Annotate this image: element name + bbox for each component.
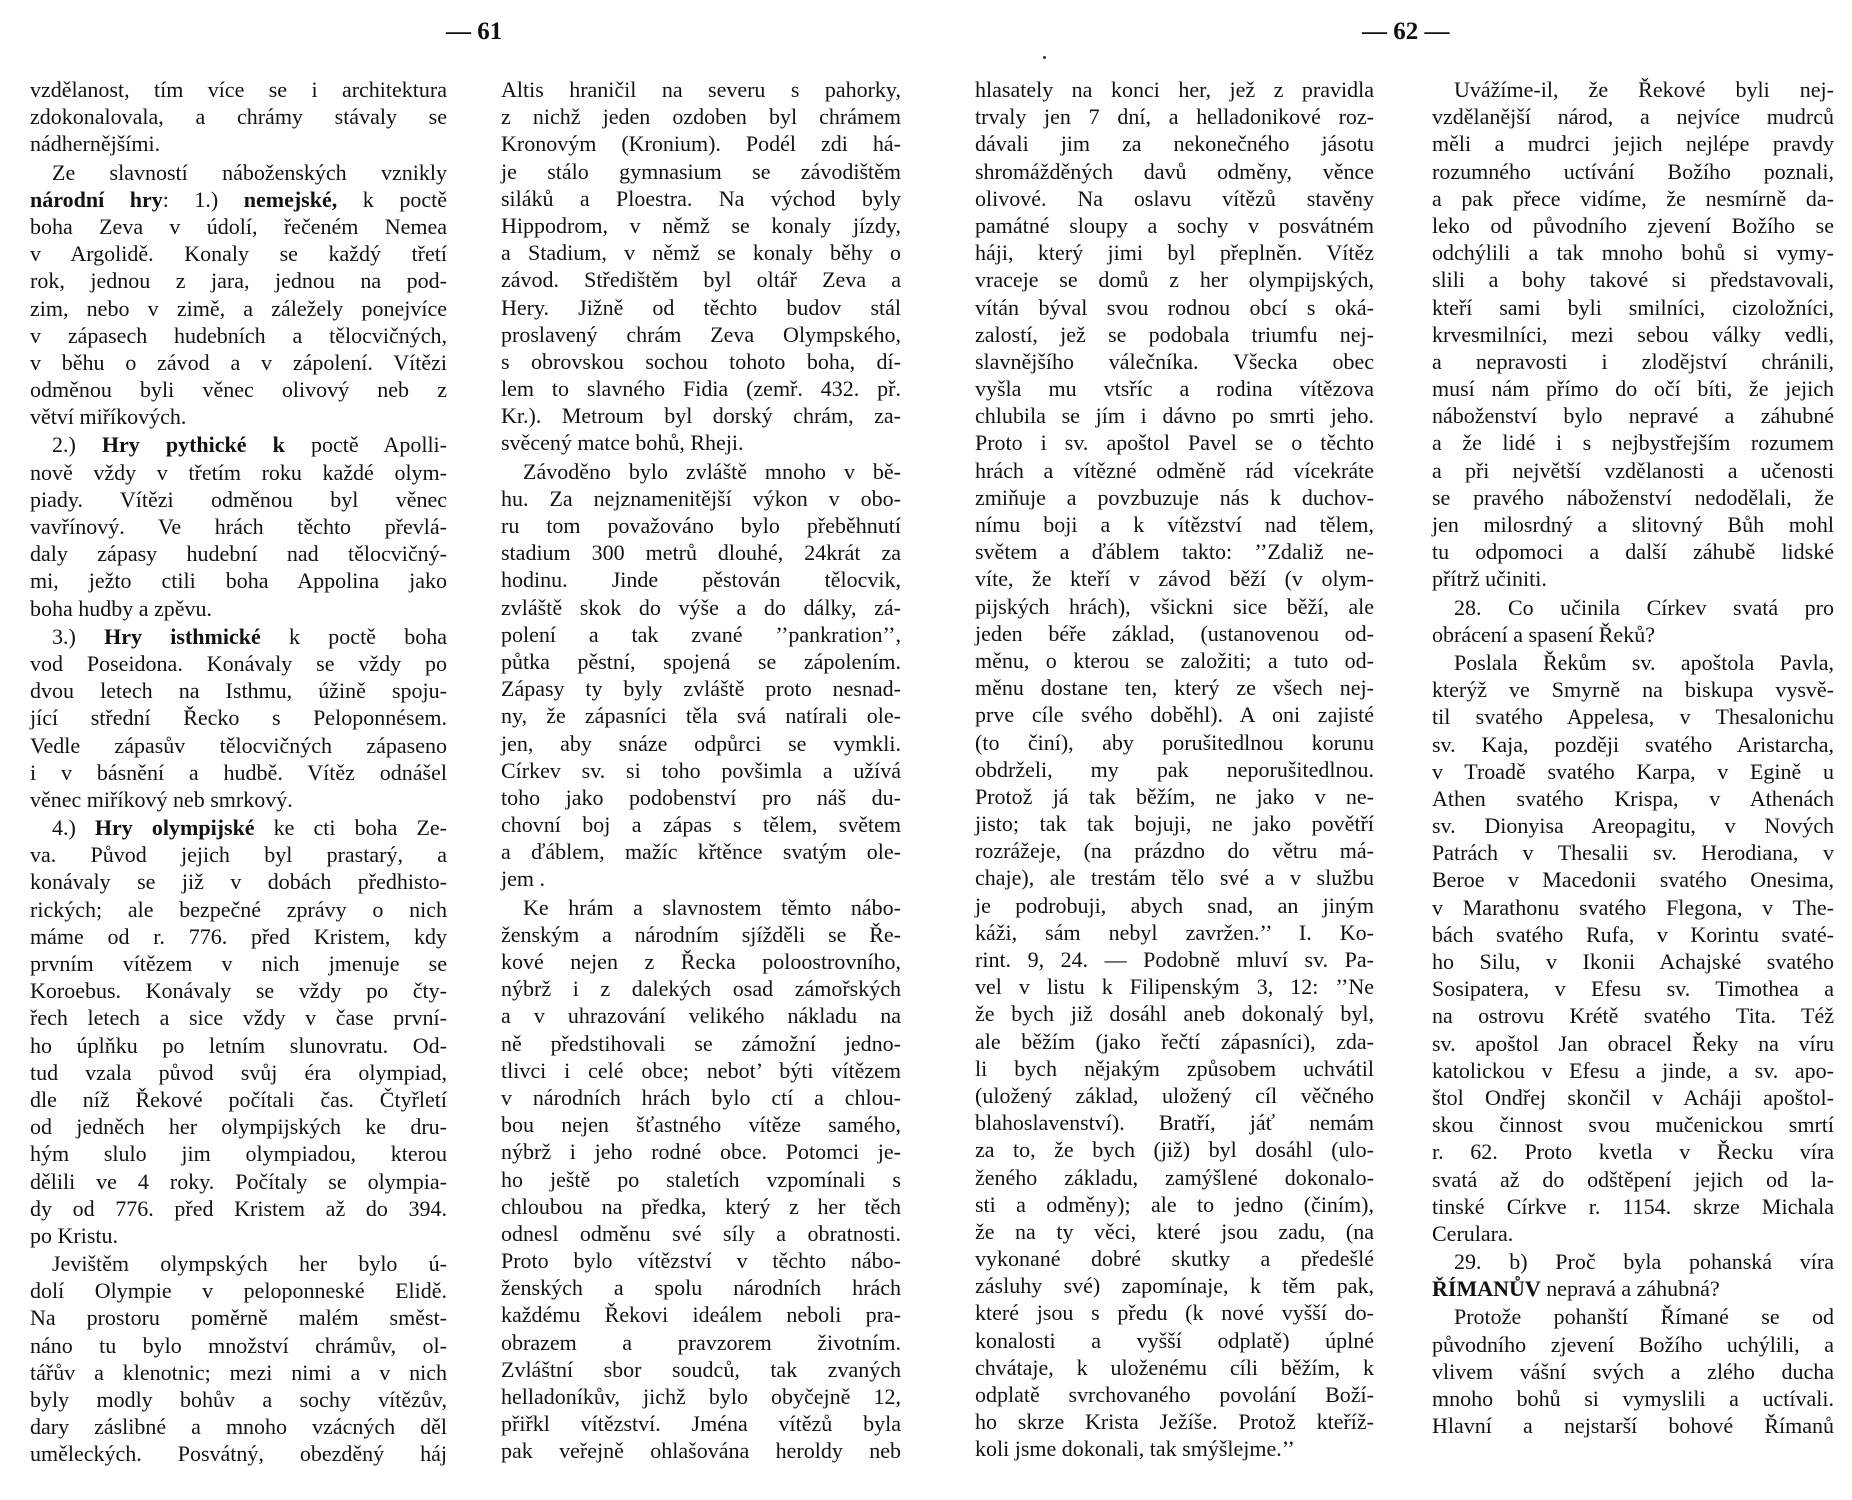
text-line: v běhu o závod a v zápolení. Vítězi <box>30 349 447 375</box>
paragraph <box>30 623 447 813</box>
text-line: Athen svatého Krispa, v Athenách <box>1432 785 1834 811</box>
text-line: hrách a vítězné odměně rád vícekráte <box>975 457 1374 483</box>
text-line: slili a bohy takové si představovali, <box>1432 267 1834 293</box>
text-line: chovní boj a zápas s tělem, světem <box>501 812 901 838</box>
text-line: daly zápasy hudební nad tělocvičný- <box>30 541 447 567</box>
text-line: zim, nebo v zimě, a záležely ponejvíce <box>30 295 447 321</box>
text-line: v Troadě svatého Karpa, v Egině u <box>1432 758 1834 784</box>
text-line: vavřínový. Ve hrách těchto převlá- <box>30 514 447 539</box>
text-line: blahoslavenství). Bratří, jáť nemám <box>975 1110 1374 1136</box>
bold-term: ŘÍMANŮV <box>1432 1276 1541 1302</box>
text-line: na ostrovu Krétě svatého Tita. Též <box>1432 1003 1834 1029</box>
bold-term: Hry isthmické <box>104 623 261 649</box>
paragraph <box>1432 76 1834 593</box>
text-line: které jsou s předu (k nové vyšší do- <box>975 1300 1374 1326</box>
text-line: jen, aby snáze odpůrci se vymkli. <box>501 730 901 756</box>
text-line: sv. Dionyisa Areopagitu, v Nových <box>1432 813 1834 839</box>
text-line: závod. Středištěm byl oltář Zeva a <box>501 267 901 293</box>
text-line: prvním vítězem v nich jmenuje se <box>30 951 447 976</box>
text-line: toho jako podobenství pro náš du- <box>501 784 901 810</box>
text-line: původního zjevení Božího uchýlili, a <box>1432 1331 1834 1357</box>
text-line: ženého základu, zamýšlené dokonalo- <box>975 1164 1374 1190</box>
text-line: tinské Církve r. 1154. skrze Michala <box>1432 1193 1834 1219</box>
paragraph <box>30 1250 447 1468</box>
text-line: li bych nějakým způsobem uchvátil <box>975 1055 1374 1081</box>
text-line: chvátaje, k uloženému cíli běžím, k <box>975 1354 1374 1380</box>
text-segment: poctě Apolli- <box>284 432 447 458</box>
text-line: zdokonalovala, a chrámy stávaly se <box>30 104 447 130</box>
text-line: polení a tak zvané ’’pankration’’, <box>501 621 901 647</box>
text-segment: ke cti boha Ze- <box>254 815 447 841</box>
text-line: každému Řekovi ideálem neboli pra- <box>501 1302 901 1328</box>
text-line: nímu boji a k vítězství nad tělem, <box>975 512 1374 537</box>
text-line: Protož já tak běžím, ne jako v ne- <box>975 783 1374 809</box>
text-line: hlasately na konci her, jež z pravidla <box>975 77 1374 102</box>
paragraph <box>501 76 901 457</box>
text-line: i v básnění a hudbě. Vítěz odnášel <box>30 759 447 785</box>
text-line: jem . <box>501 866 545 892</box>
text-line: máme od r. 776. před Kristem, kdy <box>30 923 447 949</box>
text-line: odnesl odměnu své síly a obratnosti. <box>501 1220 901 1246</box>
bold-term: Hry pythické k <box>101 432 285 458</box>
text-line: zvláště skok do výše a do dálky, zá- <box>501 594 901 620</box>
text-line: a pak přece vidíme, že nesmírně da- <box>1432 185 1834 211</box>
text-line: mnoho bohů si vymyslili a uctívali. <box>1432 1386 1834 1411</box>
text-line: měnu dostane ten, který ze všech nej- <box>975 675 1374 701</box>
paragraph <box>975 76 1374 1463</box>
text-line: nádhernějšími. <box>30 131 161 157</box>
text-line <box>30 623 447 650</box>
paragraph <box>501 458 901 893</box>
text-line: ru tom považováno bylo přeběhnutí <box>501 513 901 538</box>
text-segment: k poctě boha <box>260 623 448 649</box>
text-line: vzdělanost, tím více se i architektura <box>30 77 447 102</box>
text-line: ho ještě po staletích vzpomínali s <box>501 1166 901 1192</box>
text-line: Altis hraničil na severu s pahorky, <box>501 77 901 102</box>
text-segment: nepravá a záhubná? <box>1540 1276 1720 1302</box>
text-line: proslavený chrám Zeva Olympského, <box>501 321 901 347</box>
text-line: je podrobuji, abych snad, an jiným <box>975 892 1374 918</box>
text-line: vykonané dobré skutky a předešlé <box>975 1246 1374 1272</box>
text-line: jeden béře základ, (ustanovenou od- <box>975 620 1374 646</box>
text-line: větví miříkových. <box>30 404 187 430</box>
text-line: konávaly se již v dobách předhisto- <box>30 869 447 895</box>
text-line: že na ty věci, které jsou zadu, (na <box>975 1218 1374 1244</box>
text-line: měnu, o kterou se založiti; a tuto od- <box>975 647 1374 673</box>
text-line: helladoníkův, jichž bylo obyčejně 12, <box>501 1384 901 1409</box>
text-line: ny, že zápasníci těla svá natírali ole- <box>501 703 901 729</box>
text-line: památné sloupy a sochy v posvátném <box>975 212 1374 238</box>
text-line: odplatě svrchovaného povolání Boží- <box>975 1382 1374 1407</box>
paragraph <box>30 159 447 431</box>
text-line: piady. Vítězi odměnou byl věnec <box>30 486 447 512</box>
text-line: se pravého náboženství nedodělali, že <box>1432 484 1834 510</box>
text-line: zmiňuje a povzbuzuje nás k duchov- <box>975 484 1374 510</box>
text-line: musí nám přímo do očí bíti, že jejich <box>1432 376 1834 402</box>
text-line: kteří sami byli smilníci, cizoložníci, <box>1432 294 1834 320</box>
text-line: prve cíle svého doběhl). A oni zajisté <box>975 702 1374 728</box>
text-line: Kronovým (Kronium). Podél zdi há- <box>501 131 901 157</box>
text-line: a Stadium, v němž se konaly běhy o <box>501 240 901 266</box>
text-segment: : 1.) <box>162 186 244 212</box>
text-line: Církev sv. si toho povšimla a užívá <box>501 757 901 783</box>
text-line: a při největší vzdělanosti a učenosti <box>1432 457 1834 483</box>
scan-speck <box>1043 56 1046 59</box>
text-line: nově vždy v třetím roku každé olym- <box>30 459 447 485</box>
text-line: ženských a spolu národních hrách <box>501 1275 901 1301</box>
text-line: jisto; tak tak bojuji, ne jako povětří <box>975 811 1374 837</box>
text-line: víte, že kteří v závod běží (v olym- <box>975 566 1374 592</box>
text-line: kové nejen z Řecka poloostrovního, <box>501 949 901 974</box>
text-line <box>30 431 447 458</box>
text-line: chlubila se jím i dávno po smrti jeho. <box>975 403 1374 429</box>
text-line: obdrželi, my pak neporušitedlnou. <box>975 756 1374 782</box>
text-line: lem to slavného Fidia (zemř. 432. př. <box>501 376 901 402</box>
text-line: ho úplňku po letním slunovratu. Od- <box>30 1032 447 1058</box>
text-line: po Kristu. <box>30 1222 118 1248</box>
text-line: odchýlili a tak mnoho bohů si vymy- <box>1432 240 1834 266</box>
text-line: rozrážeje, (na prázdno do větru má- <box>975 838 1374 864</box>
page-number-right: — 62 — <box>1362 18 1450 45</box>
text-line: kterýž ve Smyrně na biskupa vysvě- <box>1432 677 1834 703</box>
text-line: Závoděno bylo zvláště mnoho v bě- <box>523 458 901 484</box>
text-line: háji, který jimi byl přeplněn. Vítěz <box>975 240 1374 266</box>
text-line: v Marathonu svatého Flegona, v The- <box>1432 894 1834 920</box>
text-line: vlivem vášní svých a zlého ducha <box>1432 1358 1834 1384</box>
paragraph <box>1432 1303 1834 1439</box>
text-segment: 2.) <box>52 432 102 458</box>
text-line: ho Silu, v Ikonii Achajské svatého <box>1432 949 1834 974</box>
text-line: hým slulo jim olympiadou, kterou <box>30 1141 447 1167</box>
text-line: světem a ďáblem takto: ’’Zdaliž ne- <box>975 539 1374 565</box>
text-line: sv. Kaja, později svatého Aristarcha, <box>1432 731 1834 757</box>
text-line: til svatého Appelesa, v Thesalonichu <box>1432 704 1834 730</box>
text-segment: 3.) <box>52 623 105 649</box>
text-line: slavnějšího válečníka. Všecka obec <box>975 348 1374 374</box>
text-line: v zápasech hudebních a tělocvičných, <box>30 322 447 348</box>
text-line: pak veřejně ohlašována heroldy neb <box>501 1438 901 1464</box>
text-line: je stálo gymnasium se závodištěm <box>501 158 901 184</box>
text-line: v Argolidě. Konaly se každý třetí <box>30 241 447 267</box>
text-line: shromážděných davů odměny, věnce <box>975 158 1374 184</box>
text-line: tlivci i celé obce; nebot’ býti vítězem <box>501 1057 901 1083</box>
text-line: vraceje se domů z her olympijských, <box>975 267 1374 293</box>
page-62-column-1 <box>975 76 1374 1463</box>
page-61-column-1 <box>30 76 447 1468</box>
text-line: dolí Olympie v peloponneské Elidě. <box>30 1278 447 1304</box>
text-line: Koroebus. Konávaly se vždy po čty- <box>30 978 447 1004</box>
text-line: Hery. Jižně od těchto budov stál <box>501 294 901 320</box>
text-line: ně předstihovali se zámožní jedno- <box>501 1030 901 1056</box>
text-line: zásluhy své) zapomínaje, k těm pak, <box>975 1273 1374 1299</box>
text-line: dary záslibné a mnoho vzácných děl <box>30 1414 447 1440</box>
text-line: z nichž jeden ozdoben byl chrámem <box>501 104 901 130</box>
text-line: jen milosrdný a slitovný Bůh mohl <box>1432 512 1834 537</box>
text-line: Sosipatera, v Efesu sv. Timothea a <box>1432 976 1834 1002</box>
text-line: náno tu bylo množství chrámův, ol- <box>30 1332 447 1358</box>
text-line: rozumného uctívání Božího poznali, <box>1432 158 1834 184</box>
text-line: dávali jim za nekonečného jásotu <box>975 131 1374 157</box>
text-line: siláků a Ploestra. Na východ byly <box>501 185 901 211</box>
text-line: věnec miříkový neb smrkový. <box>30 786 293 812</box>
text-line: Zvláštní sbor soudců, tak zvaných <box>501 1356 901 1382</box>
text-line: sti a odměny); ale to jedno (činím), <box>975 1191 1374 1217</box>
text-line: ale běžím (jako řečtí zápasníci), zda- <box>975 1028 1374 1054</box>
text-line: konalosti a vyšší odplatě) úplné <box>975 1327 1374 1353</box>
text-line: svěcený matce bohů, Rheji. <box>501 430 744 456</box>
text-line: půtka pěstní, spojená se zápolením. <box>501 648 901 674</box>
text-line: leko od původního zjevení Božího se <box>1432 212 1834 238</box>
paragraph <box>501 894 901 1465</box>
text-line: Zápasy ty byly zvláště proto nesnad- <box>501 676 901 702</box>
text-line: Jevištěm olympských her bylo ú- <box>52 1251 447 1277</box>
text-line: řech letech a sice vždy v čase první- <box>30 1005 447 1031</box>
paragraph <box>30 431 447 621</box>
text-line: nýbrž i jeho rodné obce. Potomci je- <box>501 1139 901 1165</box>
text-line: sv. apoštol Jan obracel Řeky na víru <box>1432 1030 1834 1056</box>
text-line: stadium 300 metrů dlouhé, 24krát za <box>501 540 901 566</box>
text-line: 29. b) Proč byla pohanská víra <box>1454 1249 1834 1275</box>
text-line: byly modly bohův a sochy vítězův, <box>30 1387 447 1412</box>
text-line: pijských hrách), všickni sice běží, ale <box>975 593 1374 619</box>
text-line: a v uhrazování velikého nákladu na <box>501 1003 901 1029</box>
text-line <box>30 814 447 841</box>
text-line: dvou letech na Isthmu, úžině spoju- <box>30 678 447 704</box>
text-line: Vedle zápasův tělocvičných zápaseno <box>30 732 447 758</box>
text-line: ženským a národním sjížděli se Ře- <box>501 921 901 947</box>
paragraph <box>1432 594 1834 648</box>
text-line: dy od 776. před Kristem až do 394. <box>30 1195 447 1221</box>
text-line: vod Poseidona. Konávaly se vždy po <box>30 650 447 676</box>
text-line: rint. 9, 24. — Podobně mluví sv. Pa- <box>975 947 1374 972</box>
text-line: od jedněch her olympijských ke dru- <box>30 1114 447 1140</box>
text-line: chaje), ale trestám tělo své a v službu <box>975 865 1374 891</box>
text-line: (to činí), aby porušitedlnou korunu <box>975 729 1374 755</box>
text-line: a ďáblem, mažíc křtěnce svatým ole- <box>501 839 901 865</box>
text-line: měli a mudrci jejich nejlépe pravdy <box>1432 131 1834 157</box>
text-line: Kr.). Metroum byl dorský chrám, za- <box>501 403 901 429</box>
text-line: vítán býval svou rodnou obcí s oká- <box>975 294 1374 320</box>
text-line: rok, jednou z jara, jednou na pod- <box>30 268 447 294</box>
text-line: zalostí, jež se podobala triumfu nej- <box>975 321 1374 347</box>
text-line: přiřkl vítězství. Jména vítězů byla <box>501 1411 901 1437</box>
text-line: hu. Za nejznamenitější výkon v obo- <box>501 485 901 511</box>
text-line: tu odpomoci a další záhubě lidské <box>1432 539 1834 565</box>
text-line: uměleckých. Posvátný, obezděný háj <box>30 1441 447 1467</box>
text-line: vzdělanější národ, a nejvíce mudrců <box>1432 104 1834 130</box>
text-line: rických; ale bezpečné zprávy o nich <box>30 896 447 922</box>
paragraph <box>30 814 447 1249</box>
paragraph <box>30 76 447 158</box>
text-line: olivové. Na oslavu vítězů stavěny <box>975 185 1374 211</box>
text-line: za to, že bych (již) byl dosáhl (ulo- <box>975 1137 1374 1163</box>
text-line: r. 62. Proto kvetla v Řecku víra <box>1432 1139 1834 1165</box>
page-61-column-2 <box>501 76 901 1465</box>
text-line: svatá až do odštěpení jejich od la- <box>1432 1166 1834 1192</box>
text-line: obrazem a pravzorem životním. <box>501 1329 901 1355</box>
text-line: tářův a klenotnic; mezi nimi a v nich <box>30 1359 447 1385</box>
text-line: odměnou byli věnec olivový neb z <box>30 377 447 403</box>
text-line: ho skrze Krista Ježíše. Protož kteříž- <box>975 1409 1374 1435</box>
text-line: bou nejen šťastného vítěze samého, <box>501 1112 901 1138</box>
text-line: trvaly jen 7 dní, a helladonikové roz- <box>975 104 1374 130</box>
text-line: Hlavní a nejstarší bohové Římanů <box>1432 1413 1834 1439</box>
text-line: nýbrž i z dalekých osad zámořských <box>501 976 901 1002</box>
bold-term: Hry olympijské <box>94 815 255 841</box>
text-line: chloubou na předka, který z her těch <box>501 1193 901 1219</box>
text-line: skou činnost svou mučenickou smrtí <box>1432 1112 1834 1138</box>
text-line: a nepravosti i zlodějství chránili, <box>1432 348 1834 374</box>
text-line: Na prostoru poměrně malém směst- <box>30 1305 447 1331</box>
bold-term: národní hry <box>30 186 163 212</box>
text-line: jící střední Řecko s Peloponnésem. <box>30 705 447 731</box>
text-line: že bych již dosáhl aneb dokonalý byl, <box>975 1001 1374 1027</box>
text-line: přítrž učiniti. <box>1432 566 1547 592</box>
bold-term: nemejské, <box>243 186 338 212</box>
paragraph <box>1432 649 1834 1247</box>
text-line <box>30 186 447 213</box>
text-line: káži, sám nebyl zavržen.’’ I. Ko- <box>975 919 1374 945</box>
text-line: a že lidé i s nejbystřejším rozumem <box>1432 430 1834 456</box>
text-line: obrácení a spasení Řeků? <box>1432 621 1655 647</box>
text-line: Poslala Řekům sv. apoštola Pavla, <box>1454 649 1834 675</box>
text-line: bách svatého Rufa, v Korintu svaté- <box>1432 921 1834 947</box>
text-line: dle níž Řekové počítali čas. Čtyřletí <box>30 1086 447 1112</box>
text-line: Uvážíme-il, že Řekové byli nej- <box>1454 77 1834 102</box>
text-line: hodinu. Jinde pěstován tělocvik, <box>501 567 901 593</box>
text-line: Proto i sv. apoštol Pavel se o těchto <box>975 430 1374 456</box>
text-line: 28. Co učinila Církev svatá pro <box>1454 594 1834 620</box>
text-line <box>1432 1275 1834 1302</box>
text-line: v národních hrách bylo ctí a chlou- <box>501 1084 901 1110</box>
text-line: Ke hrám a slavnostem těmto nábo- <box>523 894 901 920</box>
page-number-left: — 61 <box>446 18 503 45</box>
text-line: Proto bylo vítězství v těchto nábo- <box>501 1248 901 1274</box>
text-line: boha Zeva v údolí, řečeném Nemea <box>30 213 447 239</box>
text-line: Beroe v Macedonii svatého Onesima, <box>1432 867 1834 893</box>
text-line: Cerulara. <box>1432 1220 1514 1246</box>
text-segment: 4.) <box>52 815 95 841</box>
text-line: boha hudby a zpěvu. <box>30 595 213 621</box>
text-line: Hippodrom, v němž se konaly jízdy, <box>501 212 901 238</box>
text-line: s obrovskou sochou tohoto boha, dí- <box>501 348 901 374</box>
text-line: dělili ve 4 roky. Počítaly se olympia- <box>30 1168 447 1194</box>
page-62-column-2 <box>1432 76 1834 1439</box>
paragraph <box>1432 1248 1834 1302</box>
text-line: Protože pohanští Římané se od <box>1454 1304 1834 1330</box>
text-line: krvesmilníci, mezi sebou války vedli, <box>1432 321 1834 347</box>
text-line: vel v listu k Filipenským 3, 12: ’’Ne <box>975 974 1374 1000</box>
text-line: vyšla mu vtsříc a rodina vítězova <box>975 376 1374 402</box>
text-line: katolickou v Efesu a jinde, a sv. apo- <box>1432 1057 1834 1083</box>
text-line: Ze slavností náboženských vznikly <box>52 159 447 185</box>
text-line: tud vzala původ svůj éra olympiad, <box>30 1059 447 1085</box>
text-line: mi, ježto ctili boha Appolina jako <box>30 568 447 594</box>
text-line: (uložený základ, uložený cíl věčného <box>975 1082 1374 1108</box>
text-line: Patrách v Thesalii sv. Herodiana, v <box>1432 840 1834 866</box>
text-line: va. Původ jejich byl prastarý, a <box>30 842 447 868</box>
text-line: štol Ondřej skončil v Acháji apoštol- <box>1432 1084 1834 1110</box>
text-line: koli jsme dokonali, tak smýšlejme.’’ <box>975 1436 1295 1462</box>
text-line: náboženství bylo nepravé a záhubné <box>1432 403 1834 429</box>
text-segment: k poctě <box>337 186 447 212</box>
